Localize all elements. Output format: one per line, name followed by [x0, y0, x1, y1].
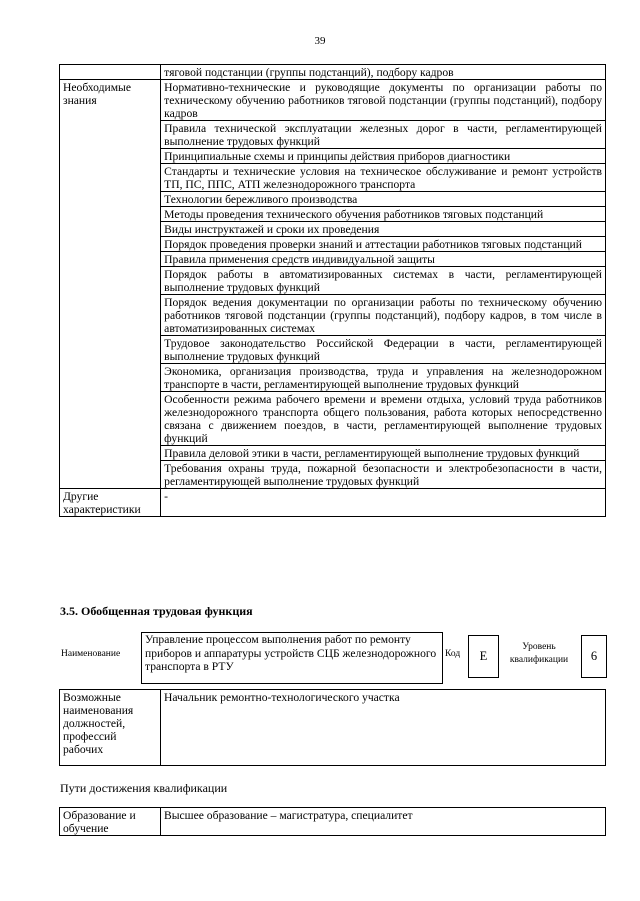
empty-cell [60, 65, 161, 80]
knowledge-item: Принципиальные схемы и принципы действия приборов диагностики [161, 149, 606, 164]
code-label: Код [445, 649, 461, 659]
function-name-box: Управление процессом выполнения работ по ремонту приборов и аппаратуры устройств СЦБ железнодорожного транспорта в РТУ [141, 632, 443, 684]
knowledge-table [59, 64, 606, 517]
knowledge-item: Технологии бережливого производства [161, 192, 606, 207]
knowledge-item: Правила деловой этики в части, регламентирующей выполнение трудовых функций [161, 446, 606, 461]
knowledge-item: Стандарты и технические условия на техническое обслуживание и ремонт устройств ТП, ПС, ППС, АТП железнодорожного транспорта [161, 164, 606, 192]
knowledge-item: Методы проведения технического обучения работников тяговых подстанций [161, 207, 606, 222]
required-knowledge-label: Необходимые знания [60, 80, 161, 489]
qualification-ways-title: Пути достижения квалификации [60, 781, 228, 795]
positions-value: Начальник ремонтно-технологического участка [161, 690, 606, 766]
code-value-box: E [468, 635, 499, 678]
knowledge-item: Нормативно-технические и руководящие документы по организации работы по техническому обучению работников тяговой подстанции (группы подстанций), подбору кадров [161, 80, 606, 121]
education-label: Образование и обучение [60, 808, 161, 836]
knowledge-item: Правила технической эксплуатации железных дорог в части, регламентирующей выполнение трудовых функций [161, 121, 606, 149]
knowledge-item: Трудовое законодательство Российской Федерации в части, регламентирующей выполнение трудовых функций [161, 336, 606, 364]
knowledge-item: Требования охраны труда, пожарной безопасности и электробезопасности в части, регламентирующей выполнение трудовых функций [161, 461, 606, 489]
knowledge-item: Порядок ведения документации по организации работы по техническому обучению работников тяговой подстанции (группы подстанций), подбору кадров, в том числе в автоматизированных системах [161, 295, 606, 336]
table-row [60, 690, 606, 766]
knowledge-item: Правила применения средств индивидуальной защиты [161, 252, 606, 267]
other-characteristics-value: - [161, 489, 606, 517]
other-characteristics-label: Другие характеристики [60, 489, 161, 517]
knowledge-item: Порядок проведения проверки знаний и аттестации работников тяговых подстанций [161, 237, 606, 252]
knowledge-item: Экономика, организация производства, труда и управления на железнодорожном транспорте в части, регламентирующей выполнение трудовых функций [161, 364, 606, 392]
knowledge-item: Виды инструктажей и сроки их проведения [161, 222, 606, 237]
table-row [60, 65, 606, 80]
education-value: Высшее образование – магистратура, специалитет [161, 808, 606, 836]
table-row [60, 80, 606, 121]
education-table [59, 807, 606, 836]
qualification-level-label: Уровень квалификации [509, 642, 569, 665]
top-row-text: тяговой подстанции (группы подстанций), подбору кадров [161, 65, 606, 80]
section-title: 3.5. Обобщенная трудовая функция [60, 604, 253, 618]
name-label: Наименование [61, 649, 121, 659]
table-row [60, 808, 606, 836]
table-row [60, 489, 606, 517]
knowledge-item: Особенности режима рабочего времени и времени отдыха, условий труда работников железнодорожного транспорта общего пользования, работа которых непосредственно связана с движением поездов, в части, регламентирующей выполнение трудовых функций [161, 392, 606, 446]
positions-table [59, 689, 606, 766]
knowledge-item: Порядок работы в автоматизированных системах в части, регламентирующей выполнение трудовых функций [161, 267, 606, 295]
qualification-level-box: 6 [581, 635, 607, 678]
positions-label: Возможные наименования должностей, профессий рабочих [60, 690, 161, 766]
page-number: 39 [314, 35, 326, 47]
